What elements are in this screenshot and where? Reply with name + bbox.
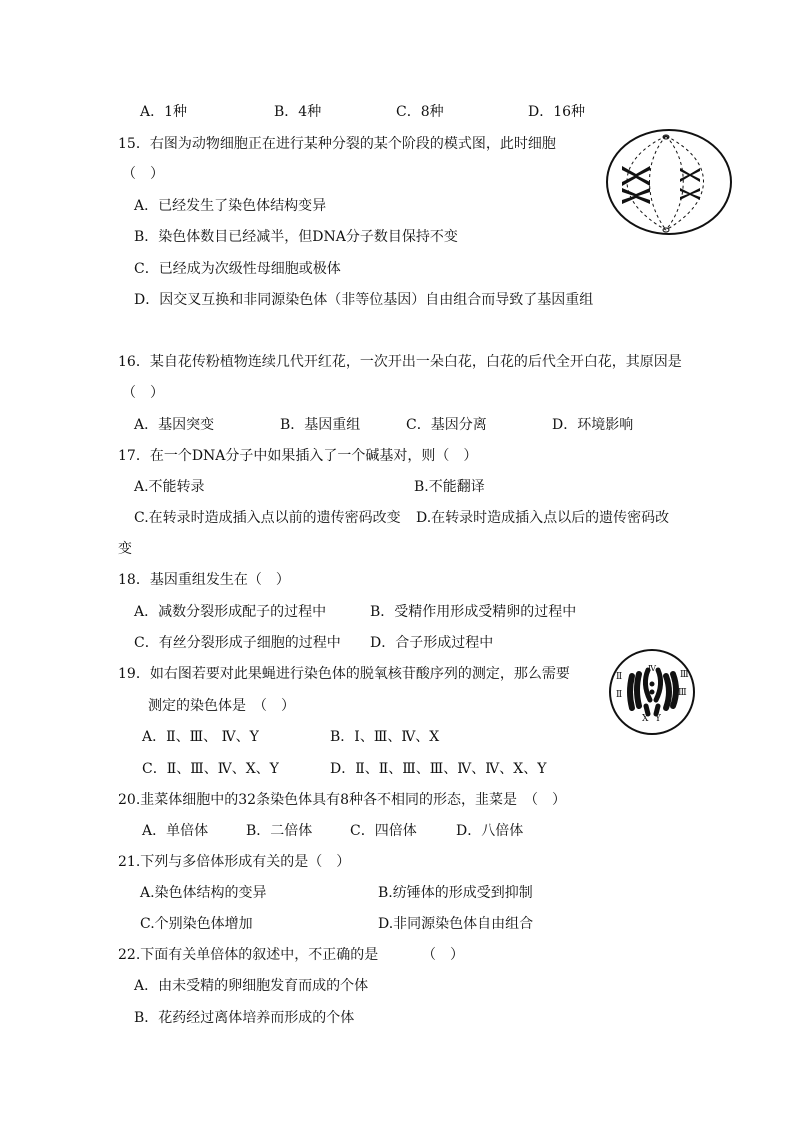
q21-stem: 21.下列与多倍体形成有关的是（ ） xyxy=(118,854,351,870)
q19-option-a: A．Ⅱ、Ⅲ、 Ⅳ、Y xyxy=(142,729,259,745)
q18-option-b: B．受精作用形成受精卵的过程中 xyxy=(370,604,577,620)
fig-label-x: X xyxy=(642,714,649,724)
q14-option-c: C．8种 xyxy=(396,104,444,120)
q20-option-c: C．四倍体 xyxy=(350,823,417,839)
q15-option-d: D．因交叉互换和非同源染色体（非等位基因）自由组合而导致了基因重组 xyxy=(134,292,594,308)
q21-option-c: C.个别染色体增加 xyxy=(140,916,253,932)
q19-stem: 19．如右图若要对此果蝇进行染色体的脱氧核苷酸序列的测定，那么需要 xyxy=(118,666,570,682)
q15-stem: 15．右图为动物细胞正在进行某种分裂的某个阶段的模式图，此时细胞 xyxy=(118,136,556,152)
q16-paren: （ ） xyxy=(122,385,164,401)
q17-option-c: C.在转录时造成插入点以前的遗传密码改变 xyxy=(134,510,401,526)
q17-option-d: D.在转录时造成插入点以后的遗传密码改 xyxy=(416,510,670,526)
q16-option-c: C．基因分离 xyxy=(406,417,487,433)
q21-option-a: A.染色体结构的变异 xyxy=(140,885,267,901)
q17-stem: 17．在一个DNA分子中如果插入了一个碱基对，则（ ） xyxy=(118,448,478,464)
q21-option-b: B.纺锤体的形成受到抑制 xyxy=(378,885,533,901)
q17-option-d-wrap: 变 xyxy=(118,541,132,557)
q21-option-d: D.非同源染色体自由组合 xyxy=(378,916,534,932)
q16-option-b: B．基因重组 xyxy=(280,417,361,433)
q18-option-c: C．有丝分裂形成子细胞的过程中 xyxy=(134,635,341,651)
fig-label-y: Y xyxy=(655,714,661,724)
q16-option-a: A．基因突变 xyxy=(134,417,215,433)
fig-label-ii: Ⅱ xyxy=(616,672,623,682)
q15-option-c: C．已经成为次级性母细胞或极体 xyxy=(134,261,341,277)
fruit-fly-karyotype-figure xyxy=(606,648,698,736)
q22-paren: （ ） xyxy=(422,947,464,963)
q17-option-a: A.不能转录 xyxy=(134,479,205,495)
q19-stem-line2: 测定的染色体是 （ ） xyxy=(148,698,295,714)
q20-option-d: D．八倍体 xyxy=(456,823,524,839)
q19-option-c: C．Ⅱ、Ⅲ、Ⅳ、X、Y xyxy=(142,761,279,777)
q16-option-d: D．环境影响 xyxy=(552,417,634,433)
q18-option-d: D．合子形成过程中 xyxy=(370,635,494,651)
fig-label-iii-top: Ⅲ xyxy=(680,670,689,680)
q17-option-b: B.不能翻译 xyxy=(414,479,485,495)
q15-option-a: A．已经发生了染色体结构变异 xyxy=(134,198,327,214)
q18-option-a: A．减数分裂形成配子的过程中 xyxy=(134,604,327,620)
q22-option-b: B．花药经过离体培养而形成的个体 xyxy=(134,1010,355,1026)
q14-option-a: A．1种 xyxy=(140,104,188,120)
q20-option-b: B．二倍体 xyxy=(246,823,313,839)
fig-label-iv: Ⅳ xyxy=(648,664,656,673)
q15-paren: （ ） xyxy=(122,166,164,182)
q20-option-a: A．单倍体 xyxy=(142,823,209,839)
fig-label-ii-lower: Ⅱ xyxy=(616,690,623,700)
q16-stem: 16．某自花传粉植物连续几代开红花，一次开出一朵白花，白花的后代全开白花，其原因是 xyxy=(118,354,682,370)
q15-option-b: B．染色体数目已经减半，但DNA分子数目保持不变 xyxy=(134,229,458,245)
fig-label-iii: Ⅲ xyxy=(678,688,687,698)
q14-option-b: B．4种 xyxy=(274,104,322,120)
q22-option-a: A．由未受精的卵细胞发育而成的个体 xyxy=(134,978,369,994)
q19-option-d: D．Ⅱ、Ⅱ、Ⅲ、Ⅲ、Ⅳ、Ⅳ、X、Y xyxy=(330,761,547,777)
q14-option-d: D．16种 xyxy=(528,104,586,120)
cell-division-figure xyxy=(604,126,734,238)
q19-option-b: B．Ⅰ、Ⅲ、Ⅳ、X xyxy=(330,729,440,745)
q22-stem: 22.下面有关单倍体的叙述中，不正确的是 xyxy=(118,947,379,963)
q18-stem: 18．基因重组发生在（ ） xyxy=(118,572,290,588)
q20-stem: 20.韭菜体细胞中的32条染色体具有8种各不相同的形态，韭菜是 （ ） xyxy=(118,792,566,808)
